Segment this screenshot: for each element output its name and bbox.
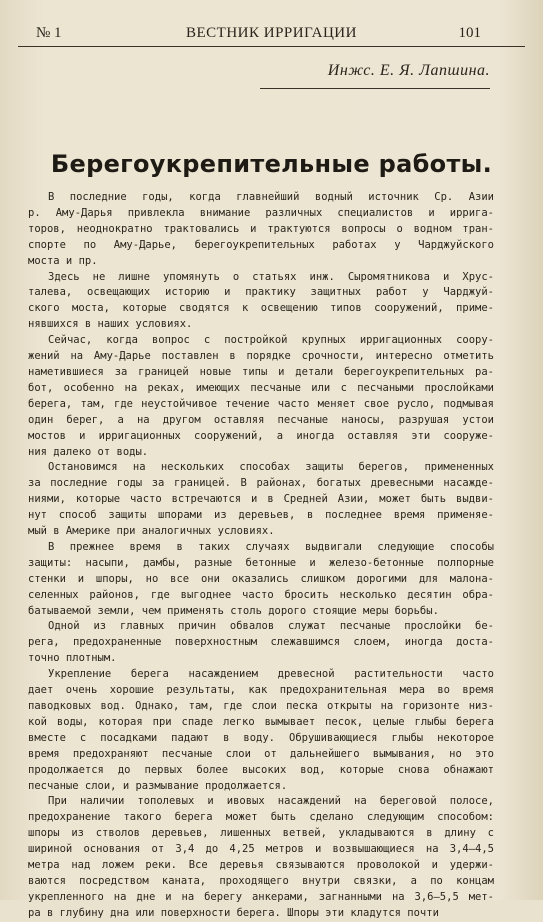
- text-line: дает очень хорошие результаты, как предохранительная мера во время: [28, 684, 494, 697]
- text-line: ского моста, которые сводятся к освещению типов сооружений, приме-: [28, 302, 494, 315]
- text-line: берега, там, где неустойчивое течение часто меняет свое русло, подмывая: [28, 397, 494, 410]
- text-line: шпоры из стволов деревьев, лишенных ветвей, укладываются в длину с: [28, 827, 494, 840]
- text-line: рега, предохраненные поверхностным слежавшимся слоем, иногда доста-: [28, 636, 494, 649]
- text-line: В последние годы, когда главнейший водный источник Ср. Азии: [48, 191, 494, 203]
- text-line: паводковых вод. Однако, там, где слои песка открыты на горизонте низ-: [28, 700, 494, 712]
- issue-number: № 1: [36, 25, 62, 41]
- text-line: песчаные слои, и размывание продолжается.: [28, 779, 288, 792]
- text-line: батываемой земли, чем применять столь дорого стоящие меры борьбы.: [28, 604, 439, 617]
- text-line: Остановимся на нескольких способах защиты берегов, примененных: [48, 461, 494, 474]
- text-line: за последние годы за границей. В районах, богатых древесными насажде-: [28, 477, 494, 490]
- text-line: спорте по Аму-Дарье, берегоукрепительных работах у Чарджуйского: [28, 238, 494, 251]
- text-line: укрепленного на дне и на берегу анкерами, загнанными на 3,6—5,5 мет-: [28, 890, 494, 903]
- text-line: предохранение такого берега может быть сделано следующим способом:: [28, 811, 494, 824]
- text-line: мостов и ирригационных сооружений, а иногда оставляя эти сооруже-: [28, 429, 494, 442]
- text-line: продолжается до первых более высоких вод, которые снова обнажают: [28, 763, 494, 776]
- text-line: вместе с посадками падают в воду. Обрушивающиеся глыбы некоторое: [28, 731, 494, 744]
- text-line: стенки и шпоры, но все они оказались слишком дорогими для малона-: [28, 572, 494, 585]
- text-line: нявшихся в наших условиях.: [28, 318, 193, 331]
- text-line: Одной из главных причин обвалов служат песчаные прослойки бе-: [48, 620, 494, 633]
- page-number: 101: [458, 25, 481, 41]
- article-paragraph: [28, 619, 494, 667]
- running-header: [18, 22, 525, 47]
- text-line: ваются посредством каната, проходящего внутри связки, а по концам: [28, 874, 494, 887]
- text-line: селенных районов, где выгоднее часто бросить несколько десятин обра-: [28, 588, 494, 601]
- text-line: При наличии тополевых и ивовых насаждений на береговой полосе,: [48, 795, 494, 808]
- text-line: один берег, а на другом оставляя песчаные наносы, разрушая устои: [28, 413, 494, 426]
- article-paragraph: [28, 540, 494, 620]
- text-line: время предохраняют песчаные слои от дальнейшего вымывания, но это: [28, 747, 494, 760]
- text-line: защиты: насыпи, дамбы, разные бетонные и железо-бетонные полпорные: [28, 556, 494, 569]
- text-line: В прежнее время в таких случаях выдвигали следующие способы: [48, 540, 494, 553]
- article-title: Берегоукрепительные работы.: [50, 150, 493, 178]
- article-paragraph: [28, 460, 494, 540]
- text-line: талева, освещающих историю и практику защитных работ у Чарджуй-: [28, 286, 494, 299]
- article-paragraph: [28, 190, 494, 270]
- text-line: наметившиеся за границей новые типы и детали берегоукрепительных ра-: [28, 365, 494, 378]
- text-line: метра над ложем реки. Все деревья связываются проволокой и удержи-: [28, 859, 494, 872]
- text-line: ния далеко от воды.: [28, 445, 149, 458]
- text-line: жений на Аму-Дарье поставлен в порядке срочности, интересно отметить: [28, 350, 494, 363]
- text-line: шириной основания от 3,4 до 4,25 метров и возвышающиеся на 3,4—4,5: [28, 843, 494, 856]
- article-paragraph: [28, 667, 494, 794]
- text-line: ра в глубину дна или поверхности берега. Шпоры эти кладутся почти: [28, 906, 439, 919]
- text-line: р. Аму-Дарья привлекла внимание различных специалистов и ирригa-: [28, 206, 494, 219]
- article-paragraph: [28, 794, 494, 921]
- text-line: мый в Америке при аналогичных условиях.: [28, 525, 275, 538]
- text-line: точно плотным.: [28, 652, 117, 665]
- text-line: Сейчас, когда вопрос с постройкой крупных ирригационных соору-: [48, 334, 494, 347]
- text-line: нут способ защиты шпорами из деревьев, в последнее время применяе-: [28, 509, 494, 522]
- text-line: Здесь не лишне упомянуть о статьях инж. Сыромятникова и Хрус-: [48, 270, 494, 283]
- text-line: моста и пр.: [28, 254, 98, 267]
- text-line: торов, неоднократно трактовались и трактуются вопросы о водном тран-: [28, 222, 494, 235]
- text-line: кой воды, которая при спаде легко вымывает песок, целые глыбы берега: [28, 715, 494, 728]
- journal-title: ВЕСТНИК ИРРИГАЦИИ: [186, 25, 357, 41]
- article-paragraph: [28, 333, 494, 460]
- text-line: бот, особенно на реках, имеющих песчаные или с песчаными прослойками: [28, 381, 494, 394]
- text-line: Укрепление берега насаждением древесной растительности часто: [48, 668, 494, 681]
- text-line: ниями, которые часто встречаются и в Средней Азии, может быть выдви-: [28, 493, 494, 506]
- article-author: Инжс. Е. Я. Лапшина.: [260, 62, 490, 89]
- article-paragraph: [28, 270, 494, 334]
- article-body: [28, 190, 494, 922]
